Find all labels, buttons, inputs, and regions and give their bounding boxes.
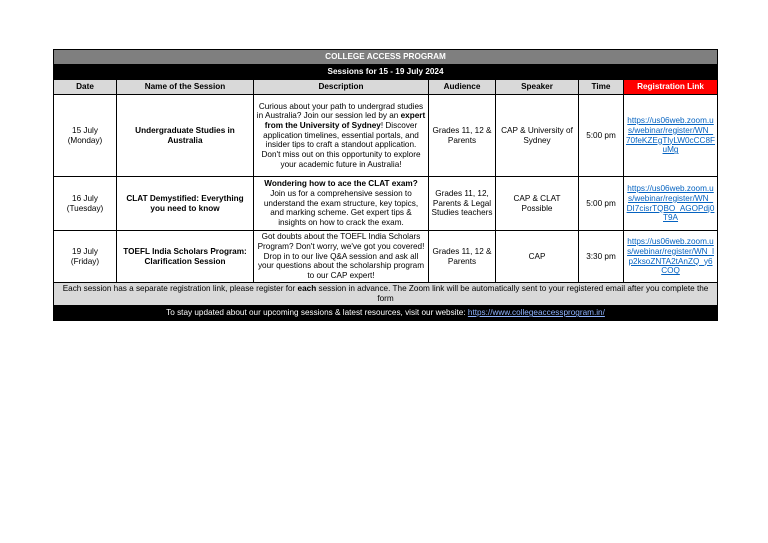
column-header-audience: Audience — [429, 80, 496, 95]
session-description: Wondering how to ace the CLAT exam? Join us for a comprehensive session to understand the exam structure, key topics, and marking scheme. Get expert tips & insights on how to crack the exam. — [254, 177, 429, 231]
footer-bar — [54, 306, 718, 321]
column-header-name: Name of the Session — [117, 80, 254, 95]
column-header-speaker: Speaker — [496, 80, 579, 95]
session-time: 5:00 pm — [579, 95, 624, 177]
registration-note: Each session has a separate registration link, please register for each session in advance. The Zoom link will be automatically sent to your registered email after you complete the form — [54, 283, 718, 306]
sessions-table — [53, 49, 718, 321]
registration-link[interactable]: https://us06web.zoom.us/webinar/register/WN_70feKZEgTlyLW0cCC8FuMg — [626, 116, 716, 155]
column-header-row — [54, 80, 718, 95]
session-speaker: CAP — [496, 231, 579, 283]
sessions-heading: Sessions for 15 - 19 July 2024 — [54, 65, 718, 80]
registration-link-cell — [624, 177, 718, 231]
table-row — [54, 177, 718, 231]
session-time: 5:00 pm — [579, 177, 624, 231]
session-name: TOEFL India Scholars Program: Clarification Session — [117, 231, 254, 283]
column-header-registration-link: Registration Link — [624, 80, 718, 95]
column-header-description: Description — [254, 80, 429, 95]
website-link[interactable]: https://www.collegeaccessprogram.in/ — [467, 308, 605, 318]
program-title: COLLEGE ACCESS PROGRAM — [54, 50, 718, 65]
session-speaker: CAP & University of Sydney — [496, 95, 579, 177]
session-name: Undergraduate Studies in Australia — [117, 95, 254, 177]
session-speaker: CAP & CLAT Possible — [496, 177, 579, 231]
table-row — [54, 231, 718, 283]
session-time: 3:30 pm — [579, 231, 624, 283]
session-date: 19 July (Friday) — [54, 231, 117, 283]
session-description: Got doubts about the TOEFL India Scholars Program? Don't worry, we've got you covered! Drop in to our live Q&A session and ask all your questions about the scholarship program to our CAP expert! — [254, 231, 429, 283]
table-row — [54, 95, 718, 177]
session-date: 15 July (Monday) — [54, 95, 117, 177]
session-name: CLAT Demystified: Everything you need to know — [117, 177, 254, 231]
session-date: 16 July (Tuesday) — [54, 177, 117, 231]
session-audience: Grades 11, 12 & Parents — [429, 231, 496, 283]
registration-link-cell — [624, 231, 718, 283]
registration-link-cell — [624, 95, 718, 177]
column-header-time: Time — [579, 80, 624, 95]
session-audience: Grades 11, 12 & Parents — [429, 95, 496, 177]
column-header-date: Date — [54, 80, 117, 95]
registration-link[interactable]: https://us06web.zoom.us/webinar/register/WN_lp2ksoZNTA2tAnZQ_y6COQ — [627, 237, 714, 276]
session-audience: Grades 11, 12, Parents & Legal Studies teachers — [429, 177, 496, 231]
session-description: Curious about your path to undergrad studies in Australia? Join our session led by an expert from the University of Sydney! Discover application timelines, essential portals, and insider tips to craft a standout application. Don't miss out on this opportunity to explore your academic future in Australia! — [254, 95, 429, 177]
registration-link[interactable]: https://us06web.zoom.us/webinar/register/WN_DI7cisrTQBO_AGOPdj0T9A — [626, 184, 715, 223]
footer-text: To stay updated about our upcoming sessions & latest resources, visit our website: — [166, 308, 468, 318]
